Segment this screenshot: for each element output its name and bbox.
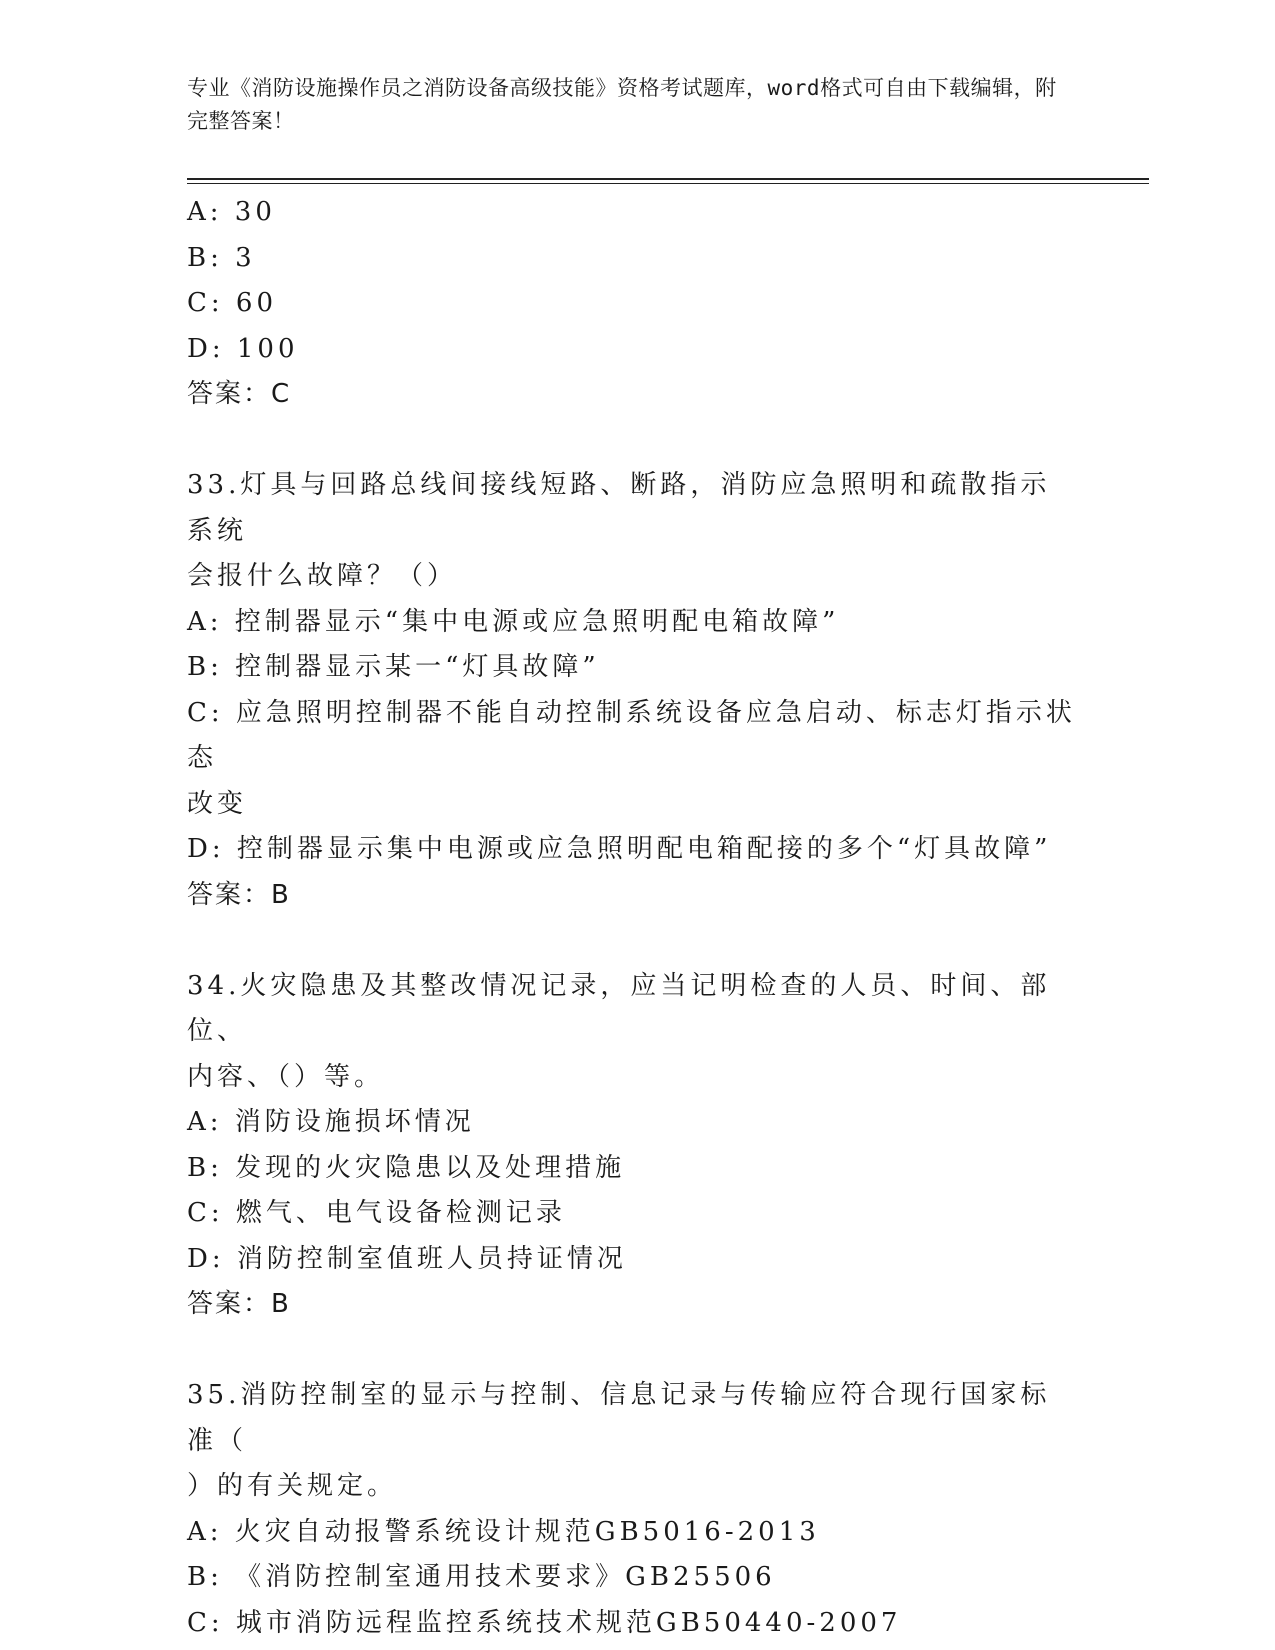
question-text: 33.灯具与回路总线间接线短路、断路，消防应急照明和疏散指示系统 (187, 470, 1051, 546)
option-c: C: 60 (187, 288, 278, 318)
question-text-cont: 会报什么故障？（） (187, 561, 458, 591)
spacer (187, 918, 1077, 964)
question-content (187, 190, 1077, 1646)
question-text: 35.消防控制室的显示与控制、信息记录与传输应符合现行国家标准（ (187, 1380, 1051, 1456)
option-b: B: 3 (187, 242, 256, 273)
option-d: D: 消防控制室值班人员持证情况 (187, 1243, 627, 1274)
question-34-block (187, 964, 1077, 1328)
option-b: B: 《消防控制室通用技术要求》GB25506 (187, 1562, 776, 1592)
answer-line: 答案：B (187, 879, 291, 910)
option-c: C: 城市消防远程监控系统技术规范GB50440-2007 (187, 1607, 902, 1638)
answer-line: 答案：B (187, 1289, 291, 1319)
question-text: 34.火灾隐患及其整改情况记录，应当记明检查的人员、时间、部位、 (187, 970, 1051, 1046)
option-a: A: 火灾自动报警系统设计规范GB5016-2013 (187, 1516, 820, 1547)
spacer (187, 418, 1077, 464)
option-d: D: 100 (187, 333, 299, 364)
question-32-block (187, 190, 1077, 418)
option-a: A: 30 (187, 197, 276, 227)
option-a: A: 消防设施损坏情况 (187, 1107, 475, 1137)
answer-line: 答案：C (187, 379, 292, 409)
option-c: C: 应急照明控制器不能自动控制系统设备应急启动、标志灯指示状态 (187, 697, 1076, 773)
option-c: C: 燃气、电气设备检测记录 (187, 1198, 566, 1228)
question-33-block (187, 463, 1077, 918)
question-text-cont: ）的有关规定。 (187, 1471, 398, 1501)
option-d: D: 控制器显示集中电源或应急照明配电箱配接的多个“灯具故障” (187, 834, 1052, 864)
header-rule-thick (187, 178, 1149, 180)
header-rule-thin (187, 183, 1149, 184)
spacer (187, 1328, 1077, 1374)
option-a: A: 控制器显示“集中电源或应急照明配电箱故障” (187, 606, 840, 637)
option-c-cont: 改变 (187, 788, 248, 819)
question-35-block (187, 1373, 1077, 1646)
option-b: B: 控制器显示某一“灯具故障” (187, 652, 600, 682)
document-header: 专业《消防设施操作员之消防设备高级技能》资格考试题库，word格式可自由下载编辑，附完整答案！ (187, 76, 1057, 133)
question-text-cont: 内容、（）等。 (187, 1061, 385, 1092)
option-b: B: 发现的火灾隐患以及处理措施 (187, 1152, 626, 1183)
